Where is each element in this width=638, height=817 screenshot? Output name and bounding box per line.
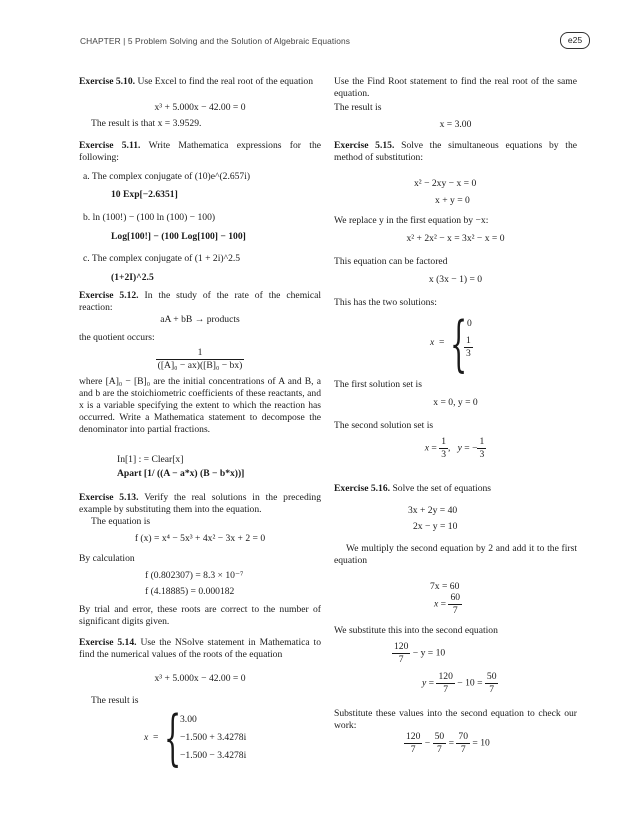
fraction-denominator: 7 bbox=[452, 605, 458, 616]
findroot-result: x = 3.00 bbox=[439, 119, 472, 130]
root-3: −1.500 − 3.4278i bbox=[180, 750, 247, 761]
exercise-label: Exercise 5.13. bbox=[79, 492, 139, 503]
code-c: (1+2I)^2.5 bbox=[111, 272, 154, 283]
code-line-1: In[1] : = Clear[x] bbox=[117, 454, 184, 465]
replace-equation: x² + 2x² − x = 3x² − x = 0 bbox=[406, 233, 505, 244]
fraction-numerator: 50 bbox=[434, 731, 445, 742]
calc-f1: f (0.802307) = 8.3 × 10⁻⁷ bbox=[145, 570, 244, 581]
x-fraction bbox=[448, 592, 462, 617]
root-1: 3.00 bbox=[180, 714, 197, 725]
page-number: e25 bbox=[560, 32, 590, 49]
fraction bbox=[456, 731, 470, 756]
result-text: The result is that x = 3.9529. bbox=[91, 118, 202, 129]
code-a: 10 Exp[−2.6351] bbox=[111, 189, 178, 200]
calc-intro: By calculation bbox=[79, 553, 135, 564]
exercise-label: Exercise 5.16. bbox=[334, 483, 391, 494]
eq-7x: 7x = 60 bbox=[430, 581, 460, 592]
substituted-eq bbox=[392, 641, 532, 666]
conclusion: By trial and error, these roots are correct to the number of significant digits given. bbox=[79, 604, 321, 627]
quotient-intro: the quotient occurs: bbox=[79, 332, 155, 343]
result-intro: The result is bbox=[91, 695, 139, 706]
reaction-equation: aA + bB → products bbox=[160, 314, 240, 325]
quotient-fraction bbox=[79, 347, 321, 372]
polynomial-equation: f (x) = x⁴ − 5x³ + 4x² − 3x + 2 = 0 bbox=[134, 533, 266, 544]
item-b: b. ln (100!) − (100 ln (100) − 100) bbox=[83, 212, 216, 223]
solution-zero: 0 bbox=[467, 318, 472, 329]
fraction bbox=[404, 731, 422, 756]
code-b: Log[100!] − (100 Log[100] − 100] bbox=[111, 231, 246, 242]
fraction-numerator: 120 bbox=[394, 641, 409, 652]
solution-fraction bbox=[464, 335, 473, 360]
check-text: Substitute these values into the second equation to check our work: bbox=[334, 708, 577, 731]
code-line-2: Apart [1/ ((A − a*x) (B − b*x))] bbox=[117, 468, 245, 479]
fraction-denominator: 3 bbox=[479, 449, 485, 460]
fraction-denominator: 7 bbox=[398, 654, 404, 665]
exercise-5-14 bbox=[79, 637, 321, 661]
substitute-text: We substitute this into the second equation bbox=[334, 625, 498, 636]
fraction-numerator: 70 bbox=[458, 731, 469, 742]
exercise-label: Exercise 5.14. bbox=[79, 637, 137, 648]
exercise-text: Verify the real solutions in the preceding example by substituting them into the equation. bbox=[79, 492, 322, 515]
fraction bbox=[392, 641, 410, 666]
factored-text: This equation can be factored bbox=[334, 256, 448, 267]
exercise-5-16 bbox=[334, 483, 577, 495]
item-c: c. The complex conjugate of (1 + 2i)^2.5 bbox=[83, 253, 241, 264]
eq-x: x = $\frac{60}{7}$ bbox=[434, 592, 461, 616]
exercise-text: Use the NSolve statement in Mathematica to find the numerical values of the roots of the equation bbox=[79, 637, 322, 660]
equation-intro: The equation is bbox=[91, 516, 151, 527]
equation: x³ + 5.000x − 42.00 = 0 bbox=[154, 102, 246, 113]
exercise-5-15 bbox=[334, 140, 577, 164]
exercise-5-12 bbox=[79, 290, 321, 314]
calc-f2: f (4.18885) = 0.000182 bbox=[145, 586, 235, 597]
exercise-label: Exercise 5.10. bbox=[79, 76, 136, 87]
fraction-denominator: 3 bbox=[466, 348, 471, 359]
roots-cases: x = { 3.00 −1.500 + 3.4278i −1.500 − 3.4278i bbox=[144, 703, 247, 773]
exercise-label: Exercise 5.11. bbox=[79, 140, 141, 151]
exercise-text: In the study of the rate of the chemical reaction: bbox=[79, 290, 321, 313]
first-set: x = 0, y = 0 bbox=[433, 397, 478, 408]
fraction-denominator: 7 bbox=[437, 744, 442, 755]
equation: x³ + 5.000x − 42.00 = 0 bbox=[154, 673, 246, 684]
exercise-label: Exercise 5.15. bbox=[334, 140, 395, 151]
fraction-denominator: ([A]₀ − ax)([B]₀ − bx) bbox=[157, 360, 243, 371]
exercise-5-13 bbox=[79, 492, 321, 516]
x-fraction bbox=[439, 436, 448, 461]
exercise-5-10 bbox=[79, 76, 321, 88]
exercise-label: Exercise 5.12. bbox=[79, 290, 139, 301]
exercise-5-11 bbox=[79, 140, 321, 164]
fraction-numerator: 1 bbox=[441, 436, 446, 447]
fraction-denominator: 3 bbox=[441, 449, 446, 460]
fraction-denominator: 7 bbox=[443, 684, 449, 695]
result-intro: The result is bbox=[334, 102, 382, 113]
equation-rest: = 10 bbox=[472, 737, 490, 749]
fraction-numerator: 120 bbox=[406, 731, 421, 742]
findroot-text: Use the Find Root statement to find the real root of the same equation. bbox=[334, 76, 577, 99]
fraction-numerator: 1 bbox=[466, 335, 471, 346]
replace-text: We replace y in the first equation by −x: bbox=[334, 215, 489, 226]
check-equation: $\frac{120}{7}$ − $\frac{50}{7}$ = $\frac{70}{7}$ = 10 bbox=[406, 731, 490, 755]
fraction-numerator: 50 bbox=[486, 671, 497, 682]
factored-equation: x (3x − 1) = 0 bbox=[428, 274, 483, 285]
exercise-text: Write Mathematica expressions for the following: bbox=[79, 140, 321, 163]
solutions-cases: x = { 0 $\frac{1}{3}$ bbox=[430, 309, 472, 379]
chapter-title: CHAPTER | 5 Problem Solving and the Solution of Algebraic Equations bbox=[80, 36, 351, 46]
fraction-denominator: 7 bbox=[410, 744, 416, 755]
fraction bbox=[433, 731, 447, 756]
fraction-numerator: 1 bbox=[156, 347, 245, 360]
multiply-text: We multiply the second equation by 2 and add it to the first equation bbox=[334, 543, 577, 566]
fraction-numerator: 1 bbox=[479, 436, 485, 447]
exercise-text: Solve the set of equations bbox=[392, 483, 492, 494]
running-header bbox=[80, 34, 590, 48]
first-set-text: The first solution set is bbox=[334, 379, 422, 390]
fraction-denominator: 7 bbox=[460, 744, 466, 755]
item-a: a. The complex conjugate of (10)e^(2.657i) bbox=[83, 171, 251, 182]
system-eq-1: x² − 2xy − x = 0 bbox=[414, 178, 477, 189]
exercise-body: where [A]₀ − [B]₀ are the initial concentrations of A and B, a and b are the stoichiometric coefficients of these reactants, and x is a variable specifying the extent to which the reaction has occurred. Write a Mathematica statement to decompose the denominator into partial fractions. bbox=[79, 376, 321, 435]
fraction bbox=[436, 671, 454, 696]
system-eq-2: 2x − y = 10 bbox=[413, 521, 458, 532]
y-fraction bbox=[477, 436, 486, 461]
system-eq-2: x + y = 0 bbox=[435, 195, 470, 206]
y-solution: y = $\frac{120}{7}$ − 10 = $\frac{50}{7}$ bbox=[422, 671, 497, 695]
fraction-numerator: 120 bbox=[438, 671, 453, 682]
second-set: x = $\frac{1}{3}$ , y = − $\frac{1}{3}$ bbox=[424, 436, 485, 460]
fraction-denominator: 7 bbox=[489, 684, 495, 695]
fraction bbox=[485, 671, 499, 696]
equation-rest: − y = 10 bbox=[412, 647, 446, 659]
two-solutions-text: This has the two solutions: bbox=[334, 297, 437, 308]
system-eq-1: 3x + 2y = 40 bbox=[408, 505, 458, 516]
exercise-text: Solve the simultaneous equations by the method of substitution: bbox=[334, 140, 578, 163]
second-set-text: The second solution set is bbox=[334, 420, 434, 431]
exercise-text: Use Excel to find the real root of the equation bbox=[137, 76, 314, 87]
root-2: −1.500 + 3.4278i bbox=[180, 732, 247, 743]
fraction-numerator: 60 bbox=[450, 592, 461, 603]
